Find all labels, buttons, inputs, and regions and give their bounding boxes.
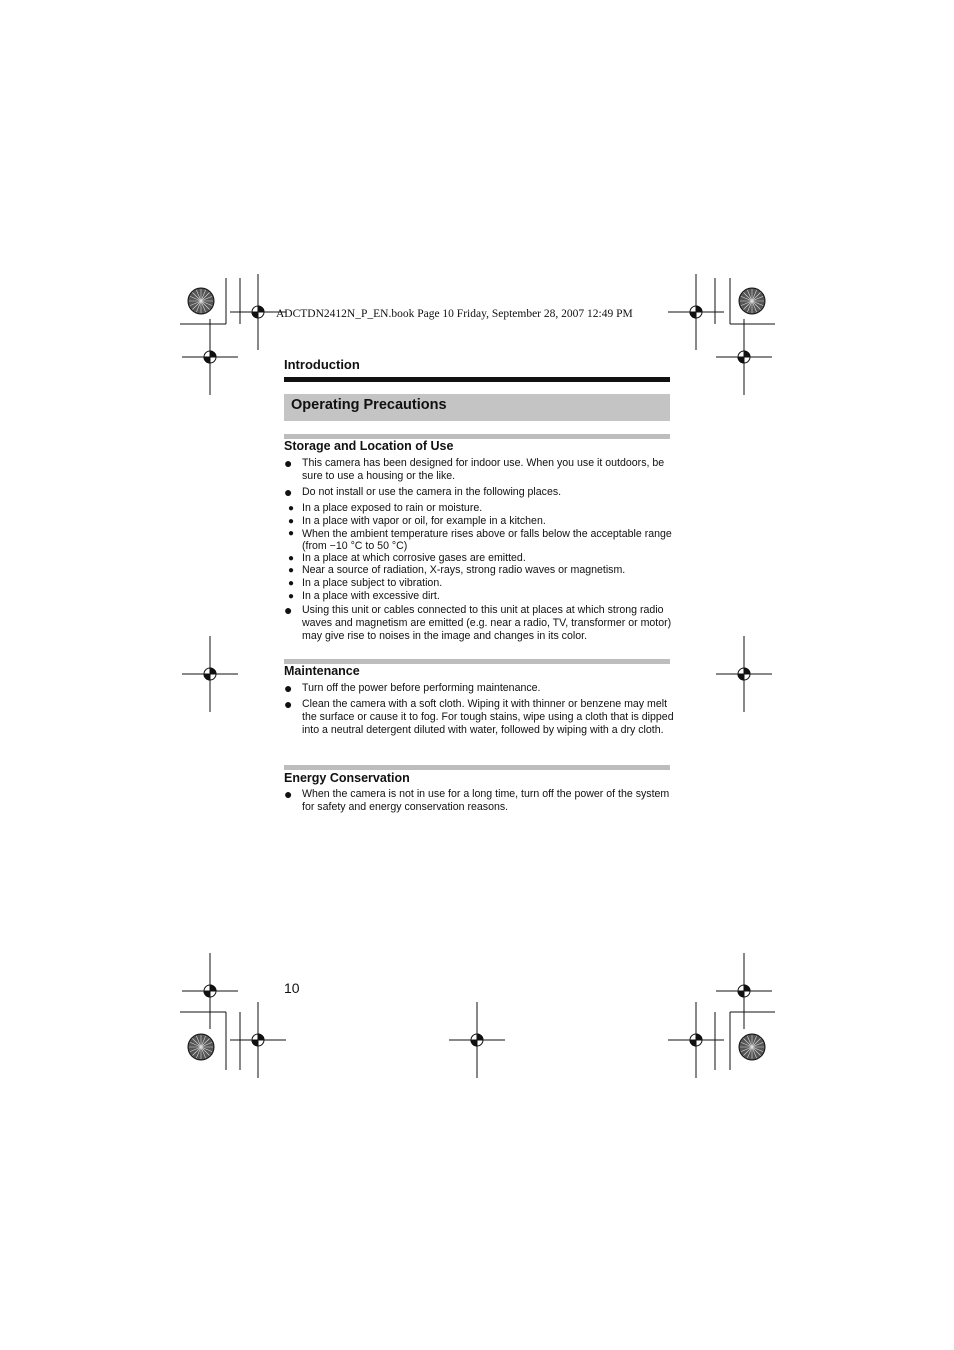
bullet-marker: ● [288, 503, 295, 514]
bullet-marker: ● [284, 484, 293, 500]
section-label: Introduction [284, 357, 360, 372]
bullet-marker: ● [284, 680, 293, 696]
bullet-marker: ● [288, 578, 295, 589]
bullet-marker: ● [284, 455, 293, 471]
energy-heading: Energy Conservation [284, 771, 410, 785]
page-title: Operating Precautions [284, 394, 670, 421]
bullet-marker: ● [288, 528, 295, 539]
bullet-marker: ● [288, 516, 295, 527]
print-header: ADCTDN2412N_P_EN.book Page 10 Friday, September 28, 2007 12:49 PM [276, 308, 633, 320]
page-number: 10 [284, 980, 300, 996]
bullet-marker: ● [284, 786, 293, 802]
bullet-marker: ● [288, 591, 295, 602]
storage-heading: Storage and Location of Use [284, 439, 454, 453]
bullet-marker: ● [284, 696, 293, 712]
section-rule [284, 377, 670, 382]
maintenance-heading: Maintenance [284, 664, 360, 678]
bullet-marker: ● [288, 553, 295, 564]
bullet-marker: ● [284, 602, 293, 618]
subsection-rule [284, 765, 670, 770]
bullet-marker: ● [288, 565, 295, 576]
